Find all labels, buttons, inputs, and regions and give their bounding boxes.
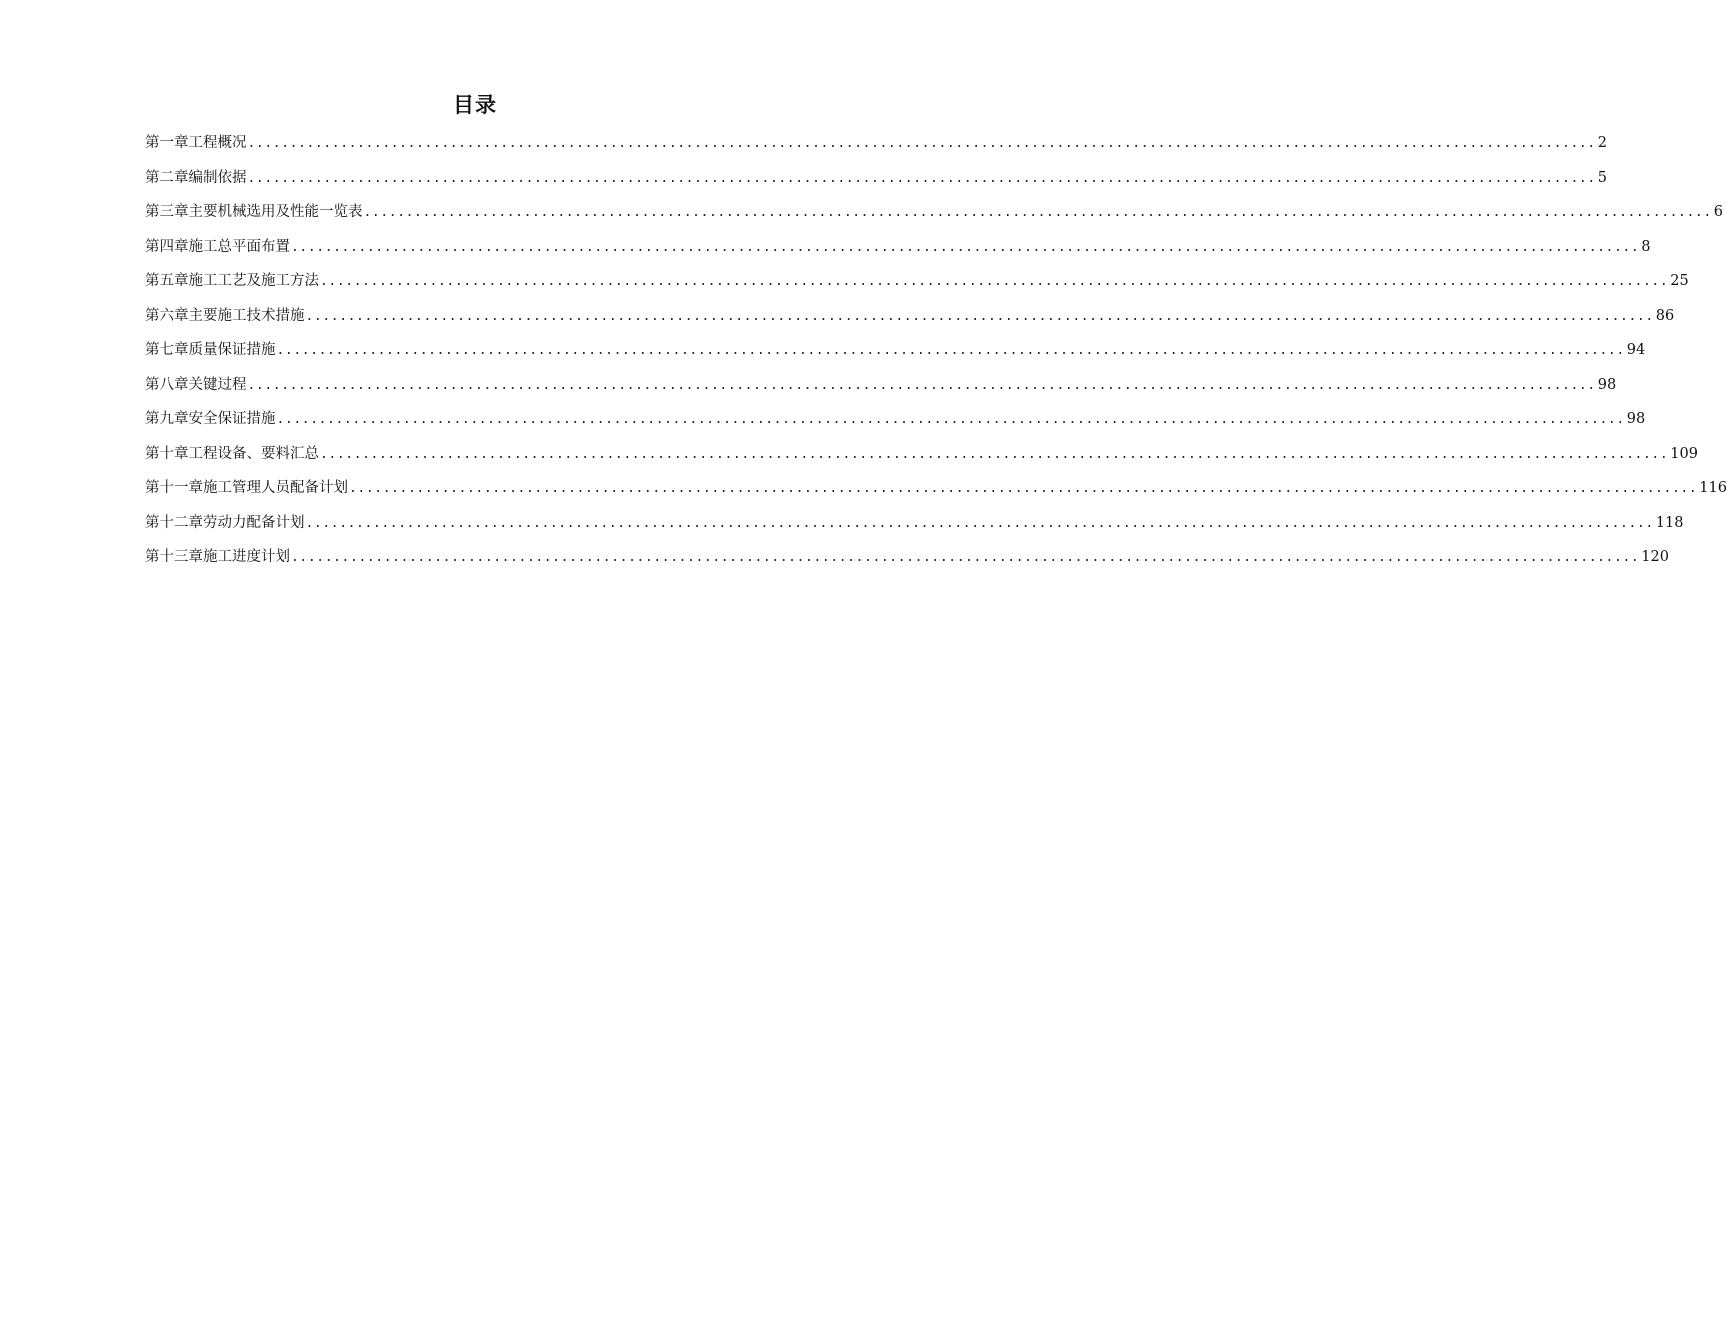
- toc-dot-leader: ................................................................................................................................................................: [276, 343, 1625, 358]
- toc-dot-leader: ................................................................................................................................................................: [320, 446, 1669, 462]
- toc-chapter-number: 第十三章: [145, 549, 203, 565]
- toc-chapter-number: 第九章: [145, 411, 189, 427]
- toc-page-number: 98: [1626, 411, 1646, 427]
- toc-page-number: 98: [1597, 376, 1617, 393]
- toc-entry[interactable]: [145, 509, 1684, 544]
- toc-page-number: 118: [1655, 514, 1684, 531]
- toc-page-number: 8: [1641, 238, 1651, 255]
- toc-entry[interactable]: [145, 405, 1646, 440]
- toc-chapter-title: 关键过程: [188, 376, 247, 393]
- toc-entry[interactable]: [145, 371, 1617, 406]
- toc-chapter-title: 工程设备、要料汇总: [188, 445, 319, 462]
- toc-dot-leader: ................................................................................................................................................................: [291, 550, 1640, 565]
- toc-page-number: 94: [1626, 342, 1646, 358]
- toc-chapter-title: 施工进度计划: [203, 549, 290, 565]
- toc-page-number: 5: [1597, 169, 1607, 186]
- toc-chapter-title: 施工总平面布置: [188, 238, 290, 255]
- toc-dot-leader: ................................................................................................................................................................: [291, 239, 1640, 255]
- toc-chapter-title: 质量保证措施: [188, 342, 276, 358]
- toc-page-number: 116: [1699, 480, 1727, 496]
- toc-entry[interactable]: [145, 336, 1646, 371]
- toc-page-number: 6: [1713, 204, 1723, 220]
- toc-chapter-number: 第十章: [145, 445, 189, 462]
- toc-entry[interactable]: [145, 543, 1669, 578]
- toc-entry[interactable]: [145, 440, 1698, 475]
- toc-chapter-number: 第一章: [145, 135, 189, 151]
- toc-page-number: 2: [1597, 135, 1607, 151]
- toc-chapter-number: 第二章: [145, 169, 189, 186]
- toc-dot-leader: ................................................................................................................................................................: [247, 170, 1596, 186]
- toc-chapter-title: 安全保证措施: [188, 411, 276, 427]
- toc-chapter-title: 主要机械选用及性能一览表: [188, 204, 363, 220]
- toc-chapter-title: 编制依据: [188, 169, 247, 186]
- toc-dot-leader: ................................................................................................................................................................: [247, 136, 1596, 151]
- toc-chapter-number: 第六章: [145, 307, 189, 324]
- toc-entry[interactable]: [145, 474, 1727, 509]
- toc-chapter-number: 第八章: [145, 376, 189, 393]
- toc-chapter-number: 第七章: [145, 342, 189, 358]
- toc-chapter-title: 工程概况: [188, 135, 247, 151]
- toc-page-number: 109: [1670, 445, 1698, 462]
- toc-chapter-title: 劳动力配备计划: [203, 514, 305, 531]
- toc-dot-leader: ................................................................................................................................................................: [363, 205, 1712, 220]
- toc-dot-leader: ................................................................................................................................................................: [320, 274, 1669, 289]
- toc-entry[interactable]: [145, 129, 1607, 164]
- toc-chapter-number: 第五章: [145, 273, 189, 289]
- toc-dot-leader: ................................................................................................................................................................: [276, 412, 1625, 427]
- toc-entry[interactable]: [145, 267, 1689, 302]
- toc-dot-leader: ................................................................................................................................................................: [349, 481, 1698, 496]
- toc-title: 目录: [453, 93, 497, 117]
- toc-chapter-title: 施工工艺及施工方法: [188, 273, 319, 289]
- toc-chapter-title: 施工管理人员配备计划: [203, 480, 348, 496]
- toc-entry[interactable]: [145, 302, 1675, 337]
- table-of-contents: [145, 129, 1727, 578]
- toc-entry[interactable]: [145, 164, 1607, 199]
- toc-page-number: 120: [1641, 549, 1669, 565]
- toc-chapter-number: 第三章: [145, 204, 189, 220]
- toc-dot-leader: ................................................................................................................................................................: [247, 377, 1596, 393]
- toc-dot-leader: ................................................................................................................................................................: [305, 515, 1654, 531]
- toc-chapter-number: 第四章: [145, 238, 189, 255]
- toc-page-number: 25: [1670, 273, 1689, 289]
- toc-chapter-number: 第十二章: [145, 514, 203, 531]
- toc-chapter-number: 第十一章: [145, 480, 203, 496]
- toc-entry[interactable]: [145, 198, 1723, 233]
- toc-entry[interactable]: [145, 233, 1651, 268]
- toc-page-number: 86: [1655, 307, 1675, 324]
- toc-chapter-title: 主要施工技术措施: [188, 307, 305, 324]
- toc-dot-leader: ................................................................................................................................................................: [305, 308, 1654, 324]
